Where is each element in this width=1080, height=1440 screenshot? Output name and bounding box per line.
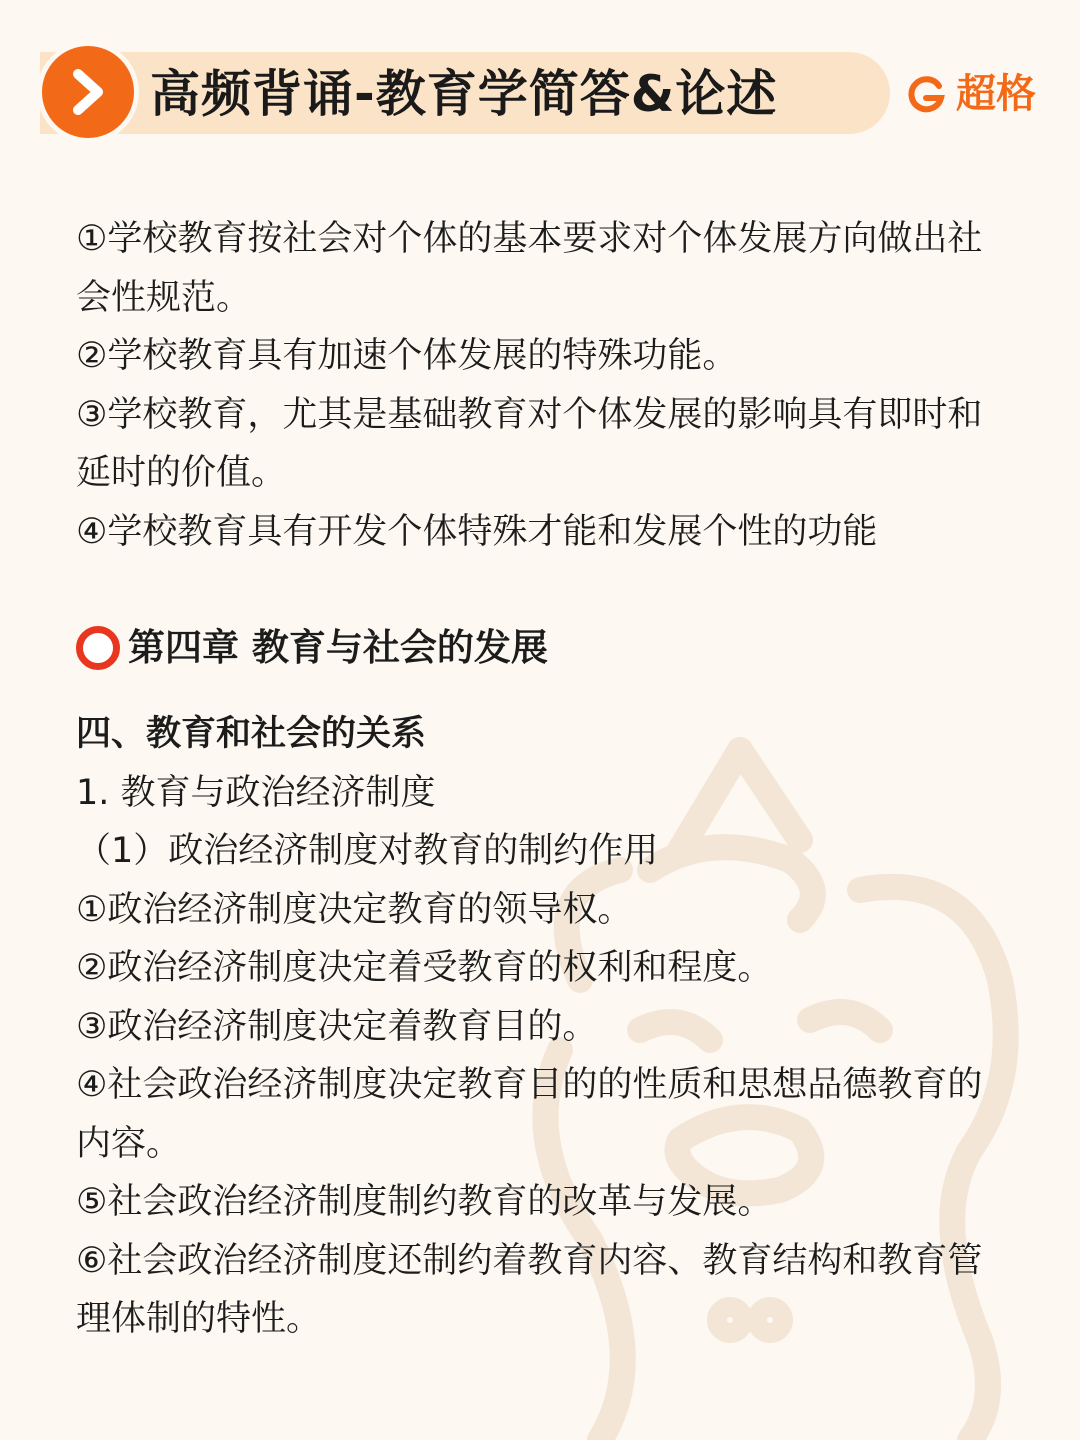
content-body [76,210,1006,1349]
list-item: ②学校教育具有加速个体发展的特殊功能。 [76,336,738,376]
list-item: ⑥社会政治经济制度还制约着教育内容、教育结构和教育管理体制的特性。 [76,1240,983,1339]
list-item: ④学校教育具有开发个体特殊才能和发展个性的功能 [76,511,878,552]
list-item: ②政治经济制度决定着受教育的权利和程度。 [76,948,773,988]
section-title: 四、教育和社会的关系 [76,714,427,754]
list-item: ③政治经济制度决定着教育目的。 [76,1006,598,1047]
list-item: ①学校教育按社会对个体的基本要求对个体发展方向做出社会性规范。 [76,219,983,318]
chapter-title: 第四章 教育与社会的发展 [128,626,548,669]
subsubsection-title: （1）政治经济制度对教育的制约作用 [76,831,659,871]
list-item: ③学校教育，尤其是基础教育对个体发展的影响具有即时和延时的价值。 [76,394,983,493]
subsection-title: 1. 教育与政治经济制度 [76,772,436,813]
header-arrow-badge [42,46,134,138]
list-item: ⑤社会政治经济制度制约教育的改革与发展。 [76,1182,773,1222]
brand-name: 超格 [956,71,1036,117]
list-item: ④社会政治经济制度决定教育目的的性质和思想品德教育的内容。 [76,1065,983,1164]
page-title: 高频背诵-教育学简答&论述 [150,65,778,123]
brand-g-icon [906,74,946,114]
chapter-heading [76,619,1006,677]
list-item: ①政治经济制度决定教育的领导权。 [76,889,633,930]
ring-icon [76,626,120,670]
chevron-right-icon [66,68,110,116]
brand-logo [906,70,1036,118]
